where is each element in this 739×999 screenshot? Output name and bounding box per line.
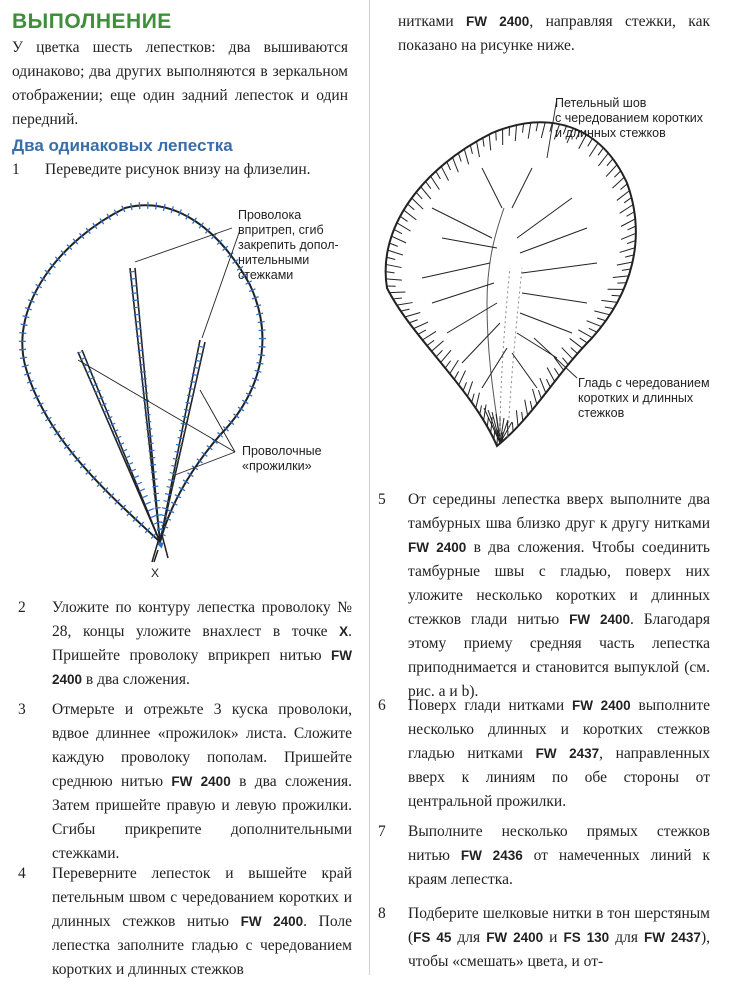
- leaf-outline: [22, 205, 262, 542]
- label-wire-veins: Проволочные «прожилки»: [242, 444, 322, 473]
- step-7-number: 7: [378, 823, 386, 840]
- step-1-number: 1: [12, 161, 20, 178]
- step-1-text: Переведите рисунок внизу на флизелин.: [45, 161, 311, 178]
- wire-veins: [78, 268, 205, 542]
- step-2-number: 2: [18, 599, 26, 616]
- step-2-text: Уложите по контуру лепестка проволоку № 28, концы уложите внахлест в точке X. Пришейте проволоку вприкреп нитью FW 2400 в два сложения.: [52, 599, 352, 688]
- leader-lines: [78, 228, 240, 475]
- step-3-text: Отмерьте и отрежьте 3 куска проволоки, вдвое длиннее «прожилок» листа. Сложите каждую проволоку пополам. Пришейте среднюю нитью FW 2400 в два сложения. Затем пришейте правую и левую прожилки. Сгибы прикрепите дополнительными стежками.: [52, 701, 352, 862]
- subsection-title: Два одинаковых лепестка: [12, 136, 233, 155]
- label-wire-couching: Проволока впритреп, сгиб закрепить допол- нительными стежками: [238, 208, 339, 282]
- buttonhole-stitch: [612, 295, 621, 296]
- buttonhole-stitch: [389, 292, 405, 293]
- step-7-text: Выполните несколько прямых стежков нитью FW 2436 от намеченных линий к краям лепестка.: [408, 823, 711, 888]
- buttonhole-stitch: [512, 422, 513, 431]
- step-6-text: Поверх глади нитками FW 2400 выполните несколько длинных и коротких стежков гладью нитками FW 2437, направленных вверх к линиям по обе стороны от центральной прожилки.: [408, 697, 711, 810]
- step-8-number: 8: [378, 905, 386, 922]
- label-satin: Гладь с чередованием коротких и длинных стежков: [578, 376, 710, 420]
- leaf-outline-stitches: [22, 205, 262, 542]
- step-5-number: 5: [378, 491, 386, 508]
- step-4-text: Переверните лепесток и вышейте край петельным швом с чередованием коротких и длинных стежков нитью FW 2400. Поле лепестка заполните гладью с чередованием коротких и длинных стежков: [52, 865, 352, 978]
- column-divider: [369, 0, 370, 975]
- step-5-text: От середины лепестка вверх выполните два тамбурных шва близко друг к другу нитками FW 2400 в два сложения. Чтобы соединить тамбурные швы с гладью, поверх них уложите несколько коротких и длинных стежков глади нитью FW 2400. Благодаря этому приему средняя часть лепестка приподнимается и становится выпуклой (см. рис. а и b).: [408, 491, 710, 700]
- step-6-number: 6: [378, 697, 386, 714]
- section-title: ВЫПОЛНЕНИЕ: [12, 10, 172, 33]
- step-4-number: 4: [18, 865, 26, 882]
- label-buttonhole: Петельный шов с чередованием коротких и длинных стежков: [555, 96, 704, 140]
- label-point-x: X: [151, 566, 160, 580]
- intro-paragraph: У цветка шесть лепестков: два вышиваются одинаково; два других выполняются в зеркальном отображении; еще один задний лепесток и один передний.: [12, 39, 348, 128]
- step-3-number: 3: [18, 701, 26, 718]
- continued-text: нитками FW 2400, направляя стежки, как показано на рисунке ниже.: [398, 13, 710, 54]
- step-8-text: Подберите шелковые нитки в тон шерстяным (FS 45 для FW 2400 и FS 130 для FW 2437), чтобы «смешать» цвета, и от-: [408, 905, 710, 970]
